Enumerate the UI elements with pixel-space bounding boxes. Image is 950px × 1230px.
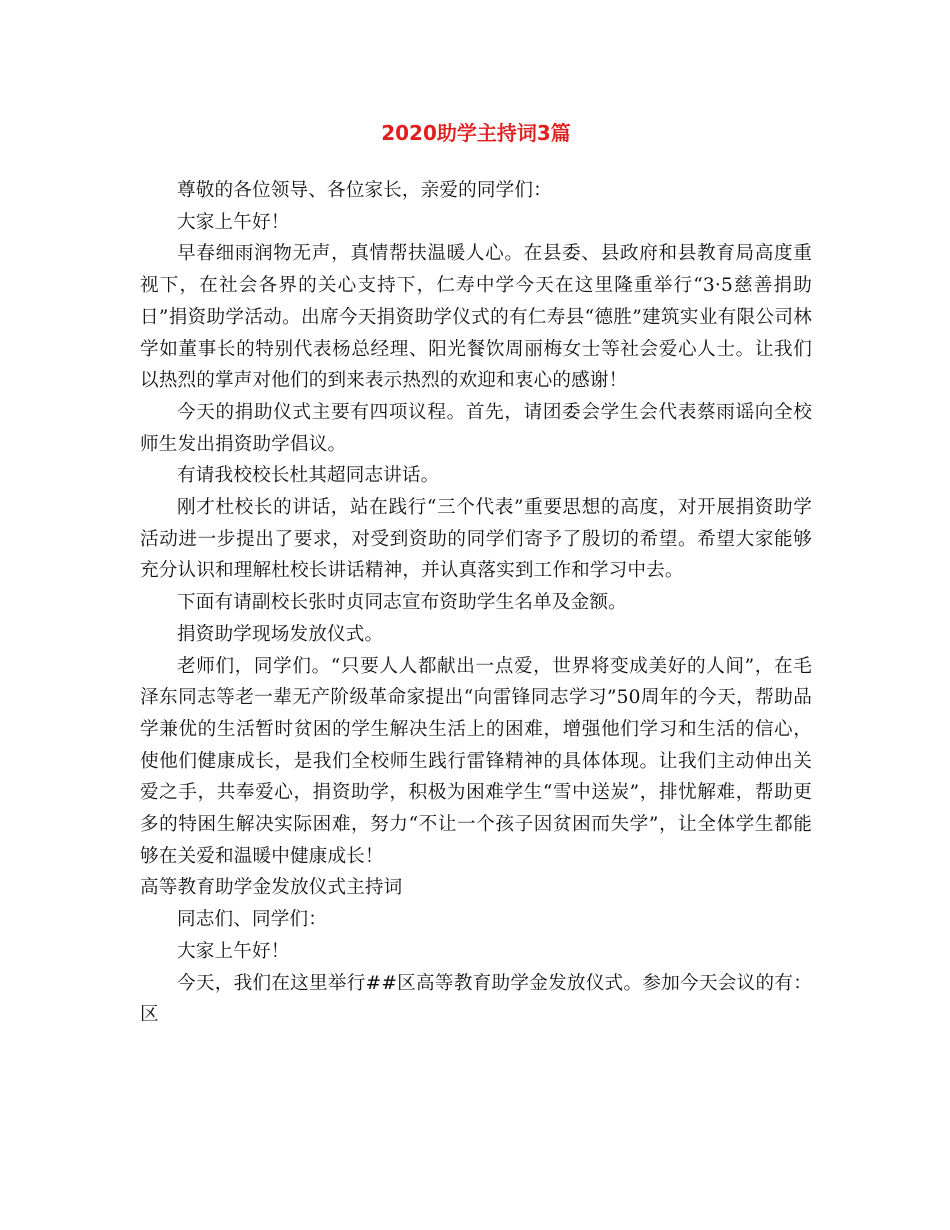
paragraph: 捐资助学现场发放仪式。 bbox=[177, 623, 384, 645]
paragraph: 早春细雨润物无声，真情帮扶温暖人心。在县委、县政府和县教育局高度重视下，在社会各界的关心支持下，仁寿中学今天在这里隆重举行“3·5慈善捐助日”捐资助学活动。出席今天捐资助学仪式的有仁寿县“德胜”建筑实业有限公司林学如董事长的特别代表杨总经理、阳光餐饮周丽梅女士等社会爱心人士。让我们以热烈的掌声对他们的到来表示热烈的欢迎和衷心的感谢！ bbox=[140, 243, 812, 392]
paragraph: 大家上午好！ bbox=[177, 940, 290, 962]
section-heading: 高等教育助学金发放仪式主持词 bbox=[140, 877, 403, 899]
paragraph: 刚才杜校长的讲话，站在践行“三个代表”重要思想的高度，对开展捐资助学活动进一步提出了要求，对受到资助的同学们寄予了殷切的希望。希望大家能够充分认识和理解杜校长讲话精神，并认真落实到工作和学习中去。 bbox=[140, 497, 812, 582]
document-body bbox=[140, 175, 812, 1031]
paragraph: 今天，我们在这里举行##区高等教育助学金发放仪式。参加今天会议的有：区 bbox=[140, 972, 812, 1026]
paragraph: 尊敬的各位领导、各位家长，亲爱的同学们： bbox=[177, 180, 552, 201]
paragraph: 今天的捐助仪式主要有四项议程。首先，请团委会学生会代表蔡雨谣向全校师生发出捐资助学倡议。 bbox=[140, 401, 812, 455]
paragraph: 大家上午好！ bbox=[177, 211, 290, 233]
document-title: 2020助学主持词3篇 bbox=[381, 121, 571, 145]
paragraph: 老师们，同学们。“只要人人都献出一点爱，世界将变成美好的人间”，在毛泽东同志等老一辈无产阶级革命家提出“向雷锋同志学习”50周年的今天，帮助品学兼优的生活暂时贫困的学生解决生活上的困难，增强他们学习和生活的信心，使他们健康成长，是我们全校师生践行雷锋精神的具体体现。让我们主动伸出关爱之手，共奉爱心，捐资助学，积极为困难学生“雪中送炭”，排忧解难，帮助更多的特困生解决实际困难，努力“不让一个孩子因贫困而失学”，让全体学生都能够在关爱和温暖中健康成长！ bbox=[140, 655, 812, 867]
paragraph: 下面有请副校长张时贞同志宣布资助学生名单及金额。 bbox=[177, 592, 627, 614]
paragraph: 同志们、同学们： bbox=[177, 909, 327, 931]
paragraph: 有请我校校长杜其超同志讲话。 bbox=[177, 465, 440, 487]
